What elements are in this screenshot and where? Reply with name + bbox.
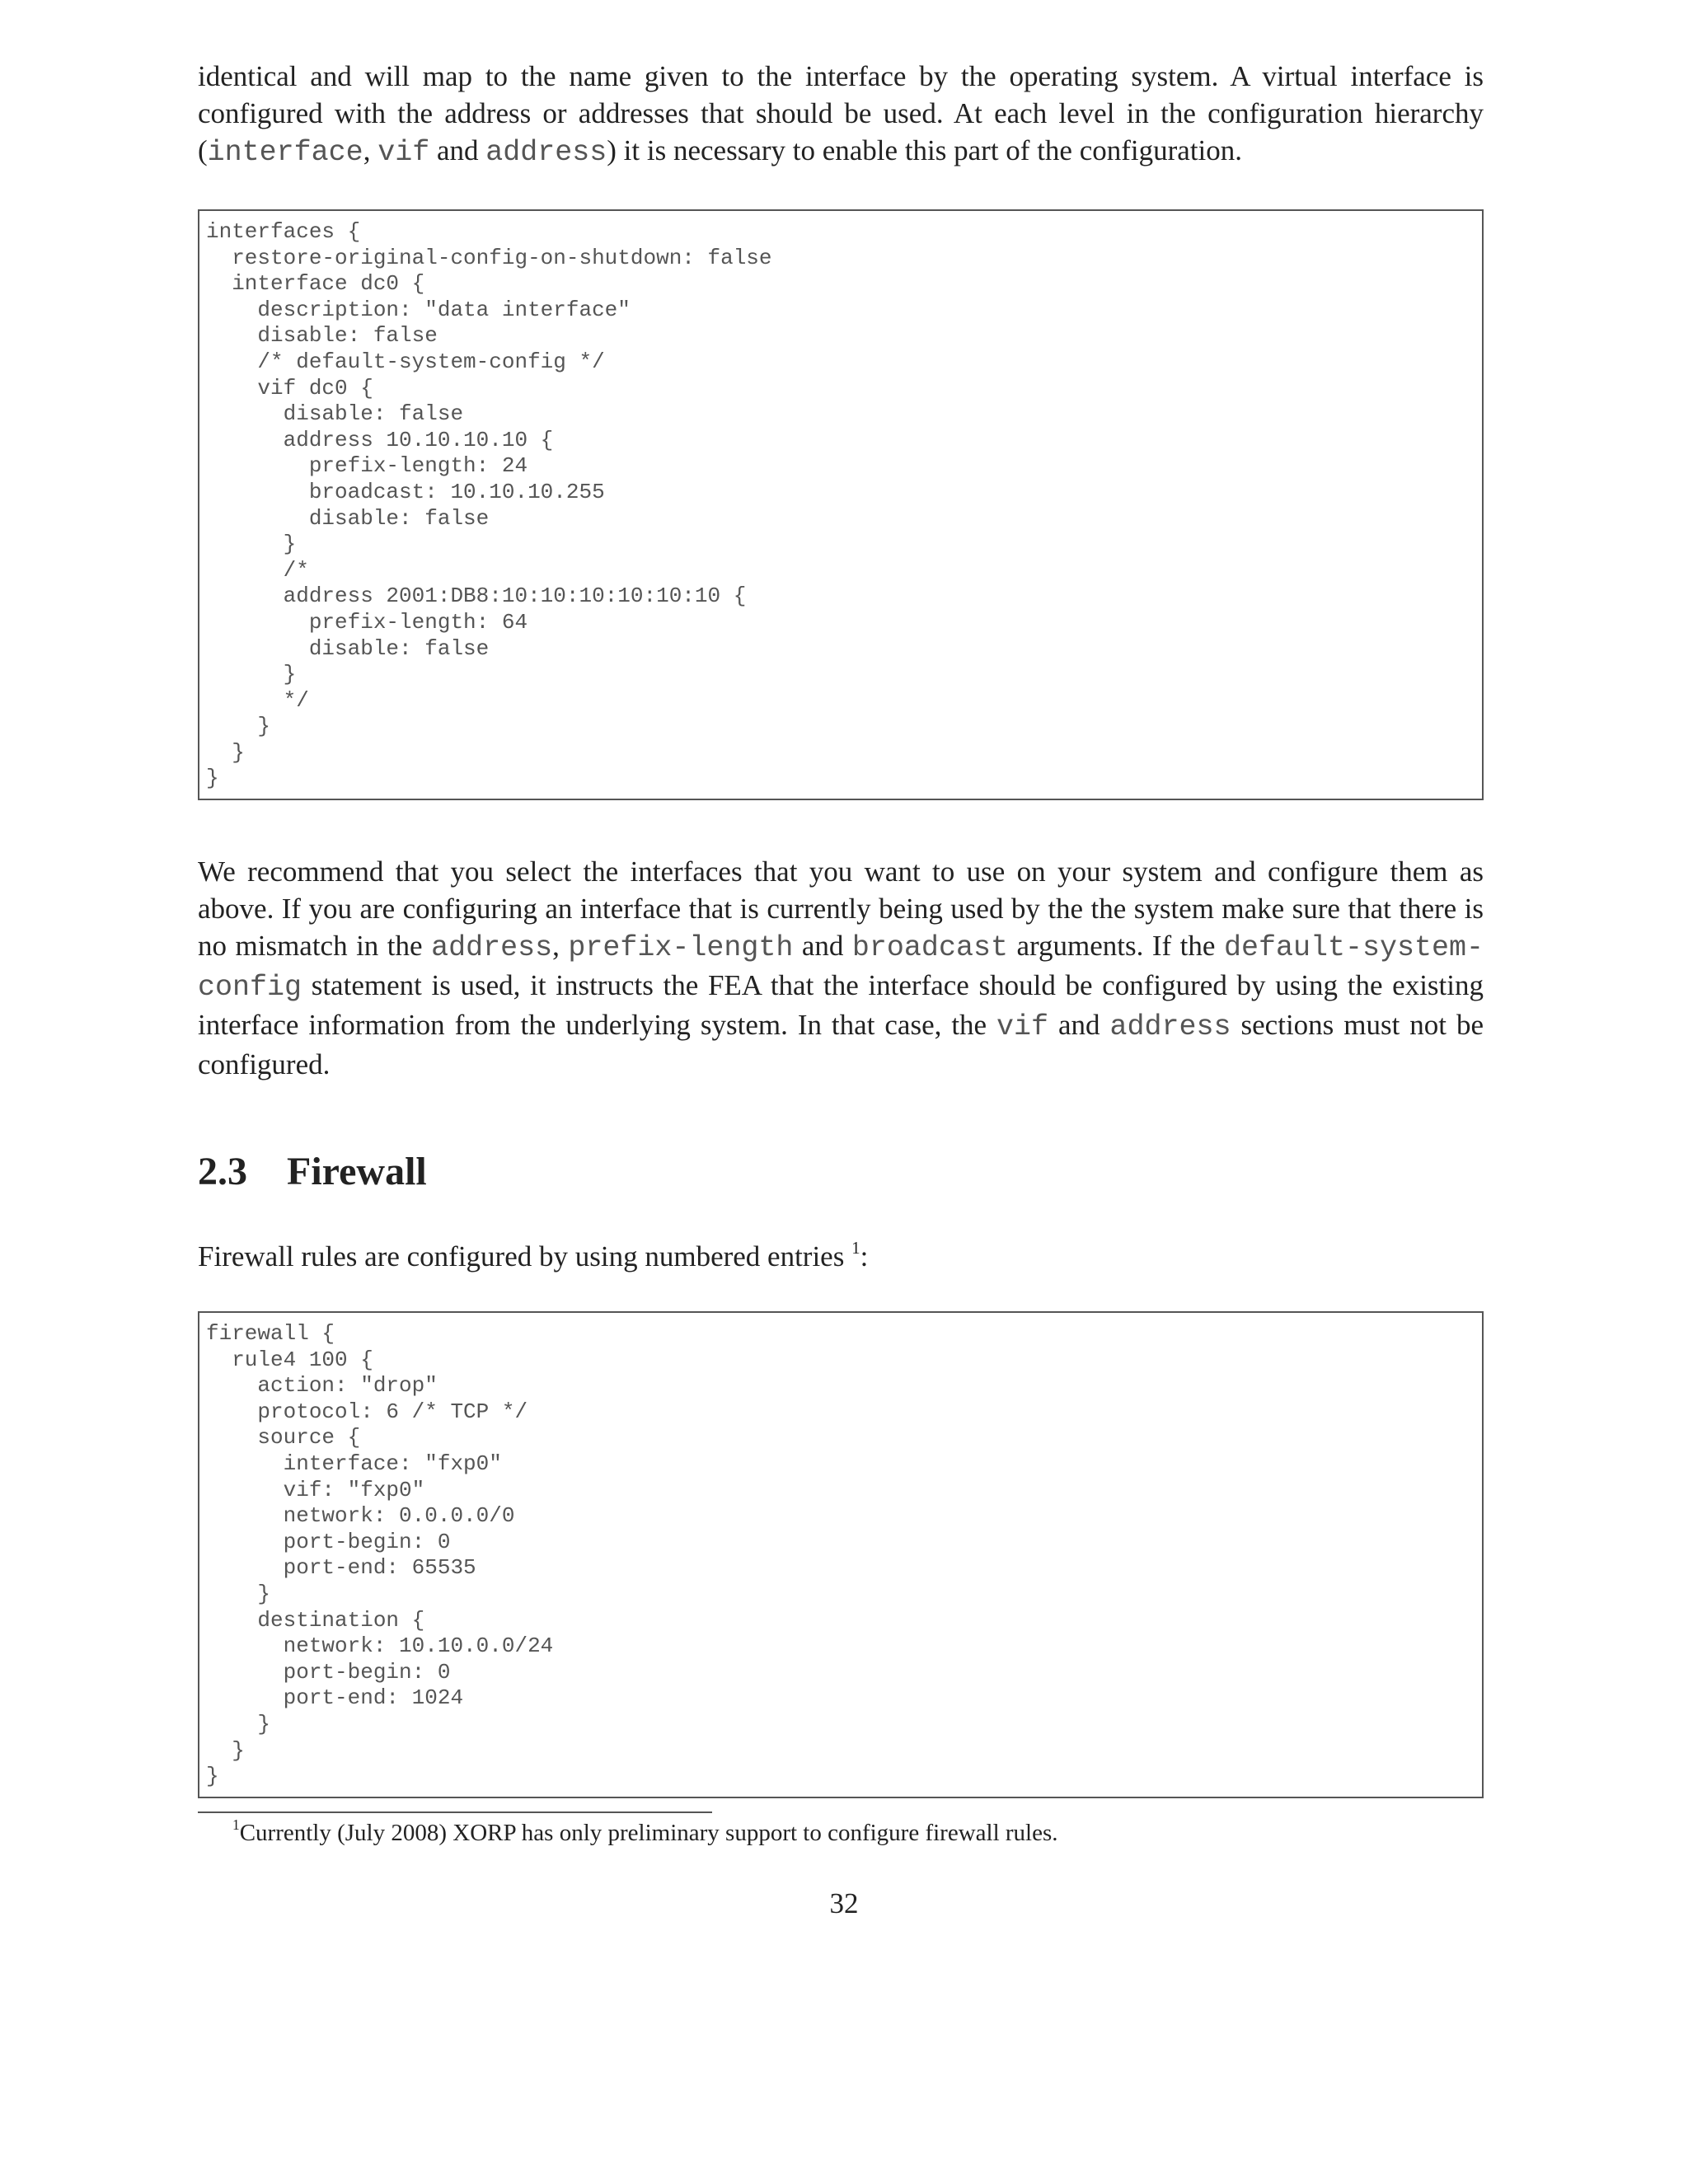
firewall-code-line: action: "drop" [206,1373,438,1399]
firewall-code-line: port-end: 65535 [206,1555,476,1581]
interfaces-code-line: address 10.10.10.10 { [206,427,554,452]
code-default-system-config-keyword: default-system-config [198,931,1484,1005]
interfaces-code-line: /* default-system-config */ [206,349,605,374]
interfaces-code-line: broadcast: 10.10.10.255 [206,479,605,504]
recommend-text-b: arguments. If the [1007,930,1224,963]
interfaces-code-line: } [206,766,219,791]
interfaces-code-line: description: "data interface" [206,297,631,322]
firewall-code-line: } [206,1711,271,1736]
recommend-text-d: sections must not be configured. [198,1009,1484,1081]
interfaces-code-line: disable: false [206,505,490,531]
firewall-code-line: port-begin: 0 [206,1659,451,1685]
recommend-paragraph [198,853,1484,1083]
intro-text-b: ) it is necessary to enable this part of the configuration. [607,134,1243,166]
interfaces-code-line: } [206,714,271,739]
interfaces-code-line: disable: false [206,323,438,349]
intro-text-a: identical and will map to the name given to the interface by the operating system. A virtual interface is configured with the address or addresses that should be used. At each level in the configuration hierarchy ( [198,60,1484,166]
intro-sep-1: , [363,134,378,166]
footnote-mark: 1 [232,1816,240,1834]
firewall-code-line: vif: "fxp0" [206,1477,425,1502]
firewall-code-line: network: 10.10.0.0/24 [206,1633,554,1659]
firewall-code-line: firewall { [206,1321,335,1347]
recommend-text-c: statement is used, it instructs the FEA that the interface should be configured by using the existing interface information from the underlying system. In that case, the [198,969,1484,1042]
code-prefix-length-keyword: prefix-length [568,931,794,965]
firewall-code-line: port-begin: 0 [206,1529,451,1554]
firewall-code-line: rule4 100 { [206,1347,373,1372]
code-vif-keyword: vif [377,136,430,169]
recommend-text-a: We recommend that you select the interfaces that you want to use on your system and configure them as above. If you are configuring an interface that is currently being used by the the system make sure that there is no mismatch in the [198,855,1484,963]
code-address-keyword: address [431,931,553,965]
firewall-intro-suffix: : [860,1240,869,1273]
interfaces-code-line: */ [206,687,309,713]
firewall-code-line: protocol: 6 /* TCP */ [206,1399,528,1424]
recommend-sep-2: and [793,930,852,963]
firewall-intro-text: Firewall rules are configured by using numbered entries [198,1240,852,1273]
interfaces-code-line: disable: false [206,635,490,661]
firewall-code-line: } [206,1737,245,1763]
code-address-keyword: address [1109,1010,1231,1044]
section-number: 2.3 [198,1150,247,1194]
interfaces-code-line: } [206,739,245,765]
footnote-reference-mark[interactable]: 1 [851,1238,860,1258]
intro-paragraph [198,58,1484,171]
interfaces-code-line: address 2001:DB8:10:10:10:10:10:10 { [206,583,747,609]
section-title: Firewall [287,1150,427,1194]
interfaces-code-line: interfaces { [206,219,361,244]
interfaces-code-line: disable: false [206,401,464,427]
page-number: 32 [829,1887,859,1919]
interfaces-code-line: } [206,532,297,557]
interfaces-code-block [198,209,1484,800]
interfaces-code-line: prefix-length: 64 [206,609,528,635]
interfaces-code-line: vif dc0 { [206,375,373,401]
footnote-divider [198,1811,712,1813]
firewall-code-line: } [206,1582,271,1606]
recommend-sep-1: , [552,930,569,963]
intro-sep-2: and [429,134,486,166]
code-address-keyword: address [485,136,607,169]
firewall-code-block [198,1311,1484,1798]
firewall-intro-paragraph [198,1238,1484,1275]
firewall-code-line: } [206,1764,219,1789]
code-interface-keyword: interface [207,136,363,169]
firewall-code-line: source { [206,1425,361,1451]
section-heading [198,1149,1484,1195]
firewall-code-line: network: 0.0.0.0/0 [206,1503,515,1529]
footnote [198,1818,1484,1848]
interfaces-code-line: prefix-length: 24 [206,453,528,479]
interfaces-code-line: restore-original-config-on-shutdown: false [206,245,772,270]
footnote-text: Currently (July 2008) XORP has only preliminary support to configure firewall rules. [239,1819,1058,1846]
interfaces-code-line: interface dc0 { [206,271,425,297]
firewall-code-line: interface: "fxp0" [206,1451,502,1477]
document-page [198,58,1484,1848]
interfaces-code-line: } [206,662,297,687]
recommend-sep-3: and [1048,1009,1110,1042]
interfaces-code-line: /* [206,557,309,583]
firewall-code-line: destination { [206,1607,425,1633]
firewall-code-line: port-end: 1024 [206,1685,464,1711]
code-broadcast-keyword: broadcast [851,931,1008,965]
code-vif-keyword: vif [996,1010,1049,1044]
